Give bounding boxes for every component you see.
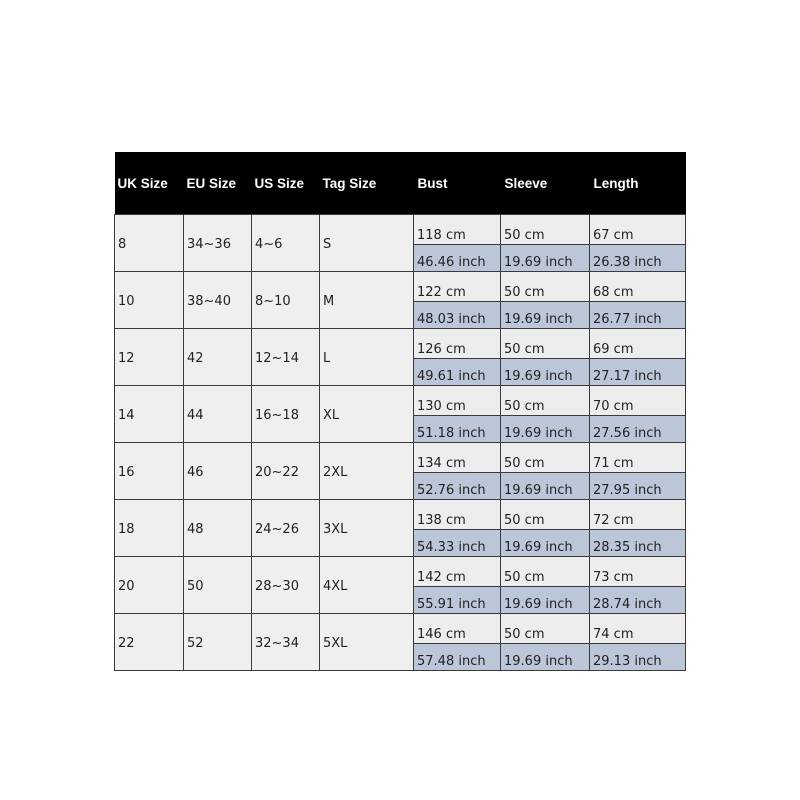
eu-size-cell: 50 [184,557,252,614]
us-size-cell: 4~6 [252,215,320,272]
sleeve-cm-cell: 50 cm [501,329,590,359]
sleeve-cm-cell: 50 cm [501,215,590,245]
length-cm-cell: 67 cm [590,215,686,245]
uk-size-cell: 22 [115,614,184,671]
length-inch-cell: 27.17 inch [590,359,686,386]
length-cm-cell: 73 cm [590,557,686,587]
eu-size-cell: 52 [184,614,252,671]
table-row [115,557,686,587]
uk-size-cell: 12 [115,329,184,386]
eu-size-cell: 44 [184,386,252,443]
uk-size-cell: 18 [115,500,184,557]
bust-cm-cell: 134 cm [414,443,501,473]
table-row [115,272,686,302]
header-us-size: US Size [252,152,320,215]
length-inch-cell: 28.74 inch [590,587,686,614]
length-cm-cell: 74 cm [590,614,686,644]
sleeve-inch-cell: 19.69 inch [501,644,590,671]
bust-inch-cell: 48.03 inch [414,302,501,329]
header-tag-size: Tag Size [320,152,414,215]
eu-size-cell: 42 [184,329,252,386]
length-inch-cell: 29.13 inch [590,644,686,671]
tag-size-cell: M [320,272,414,329]
length-cm-cell: 72 cm [590,500,686,530]
bust-cm-cell: 122 cm [414,272,501,302]
table-row [115,215,686,245]
table-row [115,386,686,416]
us-size-cell: 8~10 [252,272,320,329]
length-inch-cell: 26.38 inch [590,245,686,272]
sleeve-cm-cell: 50 cm [501,386,590,416]
sleeve-inch-cell: 19.69 inch [501,530,590,557]
tag-size-cell: XL [320,386,414,443]
tag-size-cell: 3XL [320,500,414,557]
eu-size-cell: 38~40 [184,272,252,329]
us-size-cell: 20~22 [252,443,320,500]
us-size-cell: 24~26 [252,500,320,557]
sleeve-cm-cell: 50 cm [501,500,590,530]
length-cm-cell: 70 cm [590,386,686,416]
sleeve-cm-cell: 50 cm [501,443,590,473]
uk-size-cell: 16 [115,443,184,500]
table-row [115,614,686,644]
sleeve-inch-cell: 19.69 inch [501,587,590,614]
table-row [115,329,686,359]
header-uk-size: UK Size [115,152,184,215]
sleeve-inch-cell: 19.69 inch [501,473,590,500]
sleeve-cm-cell: 50 cm [501,614,590,644]
bust-cm-cell: 118 cm [414,215,501,245]
bust-inch-cell: 52.76 inch [414,473,501,500]
table-row [115,500,686,530]
uk-size-cell: 14 [115,386,184,443]
tag-size-cell: 4XL [320,557,414,614]
table-body [115,215,686,671]
length-inch-cell: 27.95 inch [590,473,686,500]
us-size-cell: 28~30 [252,557,320,614]
length-cm-cell: 71 cm [590,443,686,473]
tag-size-cell: S [320,215,414,272]
bust-cm-cell: 142 cm [414,557,501,587]
bust-inch-cell: 51.18 inch [414,416,501,443]
header-sleeve: Sleeve [501,152,590,215]
bust-cm-cell: 130 cm [414,386,501,416]
table-row [115,443,686,473]
eu-size-cell: 34~36 [184,215,252,272]
size-chart-table [114,152,686,671]
sleeve-inch-cell: 19.69 inch [501,245,590,272]
table-header [115,152,686,215]
sleeve-inch-cell: 19.69 inch [501,416,590,443]
bust-inch-cell: 57.48 inch [414,644,501,671]
uk-size-cell: 20 [115,557,184,614]
sleeve-inch-cell: 19.69 inch [501,302,590,329]
tag-size-cell: 2XL [320,443,414,500]
length-inch-cell: 27.56 inch [590,416,686,443]
tag-size-cell: 5XL [320,614,414,671]
sleeve-inch-cell: 19.69 inch [501,359,590,386]
header-row [115,152,686,215]
eu-size-cell: 48 [184,500,252,557]
uk-size-cell: 8 [115,215,184,272]
bust-inch-cell: 54.33 inch [414,530,501,557]
header-eu-size: EU Size [184,152,252,215]
bust-cm-cell: 126 cm [414,329,501,359]
bust-inch-cell: 46.46 inch [414,245,501,272]
header-length: Length [590,152,686,215]
eu-size-cell: 46 [184,443,252,500]
bust-cm-cell: 146 cm [414,614,501,644]
header-bust: Bust [414,152,501,215]
length-cm-cell: 68 cm [590,272,686,302]
length-inch-cell: 26.77 inch [590,302,686,329]
tag-size-cell: L [320,329,414,386]
us-size-cell: 12~14 [252,329,320,386]
length-inch-cell: 28.35 inch [590,530,686,557]
us-size-cell: 16~18 [252,386,320,443]
uk-size-cell: 10 [115,272,184,329]
length-cm-cell: 69 cm [590,329,686,359]
bust-inch-cell: 55.91 inch [414,587,501,614]
bust-inch-cell: 49.61 inch [414,359,501,386]
sleeve-cm-cell: 50 cm [501,272,590,302]
bust-cm-cell: 138 cm [414,500,501,530]
us-size-cell: 32~34 [252,614,320,671]
sleeve-cm-cell: 50 cm [501,557,590,587]
